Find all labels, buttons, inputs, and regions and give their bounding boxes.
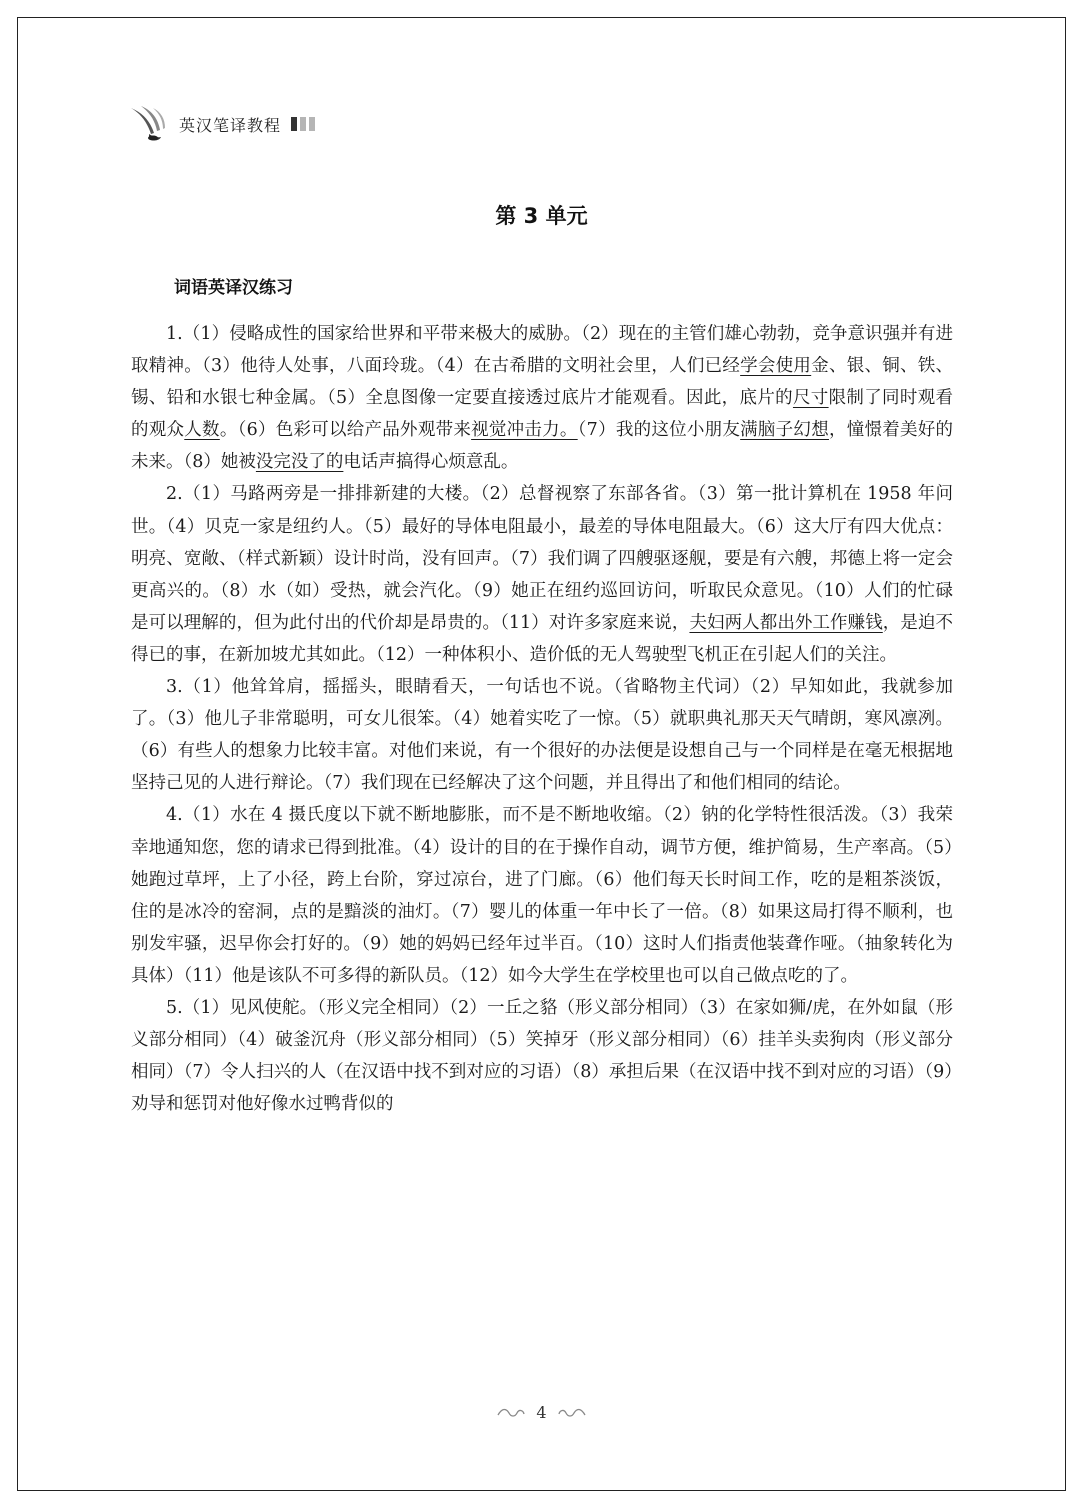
text-run: 金、银、铜、铁、锡、铅和水银七种金属。（5）全息图像一定要直接透过底片才能观看。因此，底片的 xyxy=(131,356,954,409)
underlined-phrase: 尺寸 xyxy=(792,388,829,409)
text-run: 限制了同时观看的观众 xyxy=(131,388,953,441)
text-run: 1.（1）侵略成性的国家给世界和平带来极大的威胁。（2）现在的主管们雄心勃勃，竞争意识强并有进取精神。（3）他待人处事，八面玲珑。（4）在古希腊的文明社会里，人们已经 xyxy=(131,324,953,377)
quill-pen-icon xyxy=(127,104,173,144)
unit-title: 第 3 单元 xyxy=(495,204,588,228)
text-run: ，憧憬着美好的未来。（8）她被 xyxy=(131,420,954,473)
answer-paragraph-2 xyxy=(131,478,953,671)
text-run: ，是迫不得已的事，在新加坡尤其如此。（12）一种体积小、造价低的无人驾驶型飞机正在引起人们的关注。 xyxy=(131,612,954,665)
running-header xyxy=(127,104,318,144)
right-swirl-ornament-icon xyxy=(557,1406,587,1420)
book-title: 英汉笔译教程 xyxy=(179,115,282,135)
page-number: 4 xyxy=(536,1403,547,1422)
text-run: 2.（1）马路两旁是一排排新建的大楼。（2）总督视察了东部各省。（3）第一批计算机在 1958 年问世。（4）贝克一家是纽约人。（5）最好的导体电阻最小，最差的导体电阻最大。（6）这大厅有四大优点：明亮、宽敞、（样式新颖）设计时尚，没有回声。（7）我们调了四艘驱逐舰，要是有六艘，邦德上将一定会更高兴的。（8）水（如）受热，就会汽化。（9）她正在纽约巡回访问，听取民众意见。（10）人们的忙碌是可以理解的，但为此付出的代价却是昂贵的。（11）对许多家庭来说， xyxy=(131,484,953,633)
underlined-phrase: 满脑子幻想 xyxy=(740,420,829,441)
underlined-phrase: 人数 xyxy=(184,420,220,441)
page-footer xyxy=(0,1403,1083,1422)
text-run: 。（6）色彩可以给产品外观带来 xyxy=(219,420,472,441)
left-swirl-ornament-icon xyxy=(496,1406,526,1420)
answer-paragraph-4: 4.（1）水在 4 摄氏度以下就不断地膨胀，而不是不断地收缩。（2）钠的化学特性很活泼。（3）我荣幸地通知您，您的请求已得到批准。（4）设计的目的在于操作自动，调节方便，维护简易，生产率高。（5）她跑过草坪，上了小径，跨上台阶，穿过凉台，进了门廊。（6）他们每天长时间工作，吃的是粗茶淡饭，住的是冰冷的窑洞，点的是黯淡的油灯。（7）婴儿的体重一年中长了一倍。（8）如果这局打得不顺利，也别发牢骚，迟早你会打好的。（9）她的妈妈已经年过半百。（10）这时人们指责他装聋作哑。（抽象转化为具体）（11）他是该队不可多得的新队员。（12）如今大学生在学校里也可以自己做点吃的了。 xyxy=(131,805,953,986)
underlined-phrase: 视觉冲击力。 xyxy=(471,420,578,441)
underlined-phrase: 没完没了的 xyxy=(255,452,344,473)
header-decorative-bars xyxy=(291,117,318,131)
answer-paragraph-1 xyxy=(131,318,953,478)
underlined-phrase: 学会使用 xyxy=(740,356,812,377)
underlined-phrase: 夫妇两人都出外工作赚钱 xyxy=(689,612,883,633)
answer-paragraph-3: 3.（1）他耸耸肩，摇摇头，眼睛看天，一句话也不说。（省略物主代词）（2）早知如此，我就参加了。（3）他儿子非常聪明，可女儿很笨。（4）她着实吃了一惊。（5）就职典礼那天天气晴朗，寒风凛冽。（6）有些人的想象力比较丰富。对他们来说，有一个很好的办法便是设想自己与一个同样是在毫无根据地坚持己见的人进行辩论。（7）我们现在已经解决了这个问题，并且得出了和他们相同的结论。 xyxy=(131,677,953,794)
exercise-answers xyxy=(131,318,953,1120)
text-run: 电话声搞得心烦意乱。 xyxy=(343,452,519,473)
answer-paragraph-5: 5.（1）见风使舵。（形义完全相同）（2）一丘之貉（形义部分相同）（3）在家如狮/虎，在外如鼠（形义部分相同）（4）破釜沉舟（形义部分相同）（5）笑掉牙（形义部分相同）（6）挂羊头卖狗肉（形义部分相同）（7）令人扫兴的人（在汉语中找不到对应的习语）（8）承担后果（在汉语中找不到对应的习语）（9）劝导和惩罚对他好像水过鸭背似的 xyxy=(131,997,953,1115)
text-run: （7）我的这位小朋友 xyxy=(577,420,741,441)
section-title: 词语英译汉练习 xyxy=(174,278,293,298)
